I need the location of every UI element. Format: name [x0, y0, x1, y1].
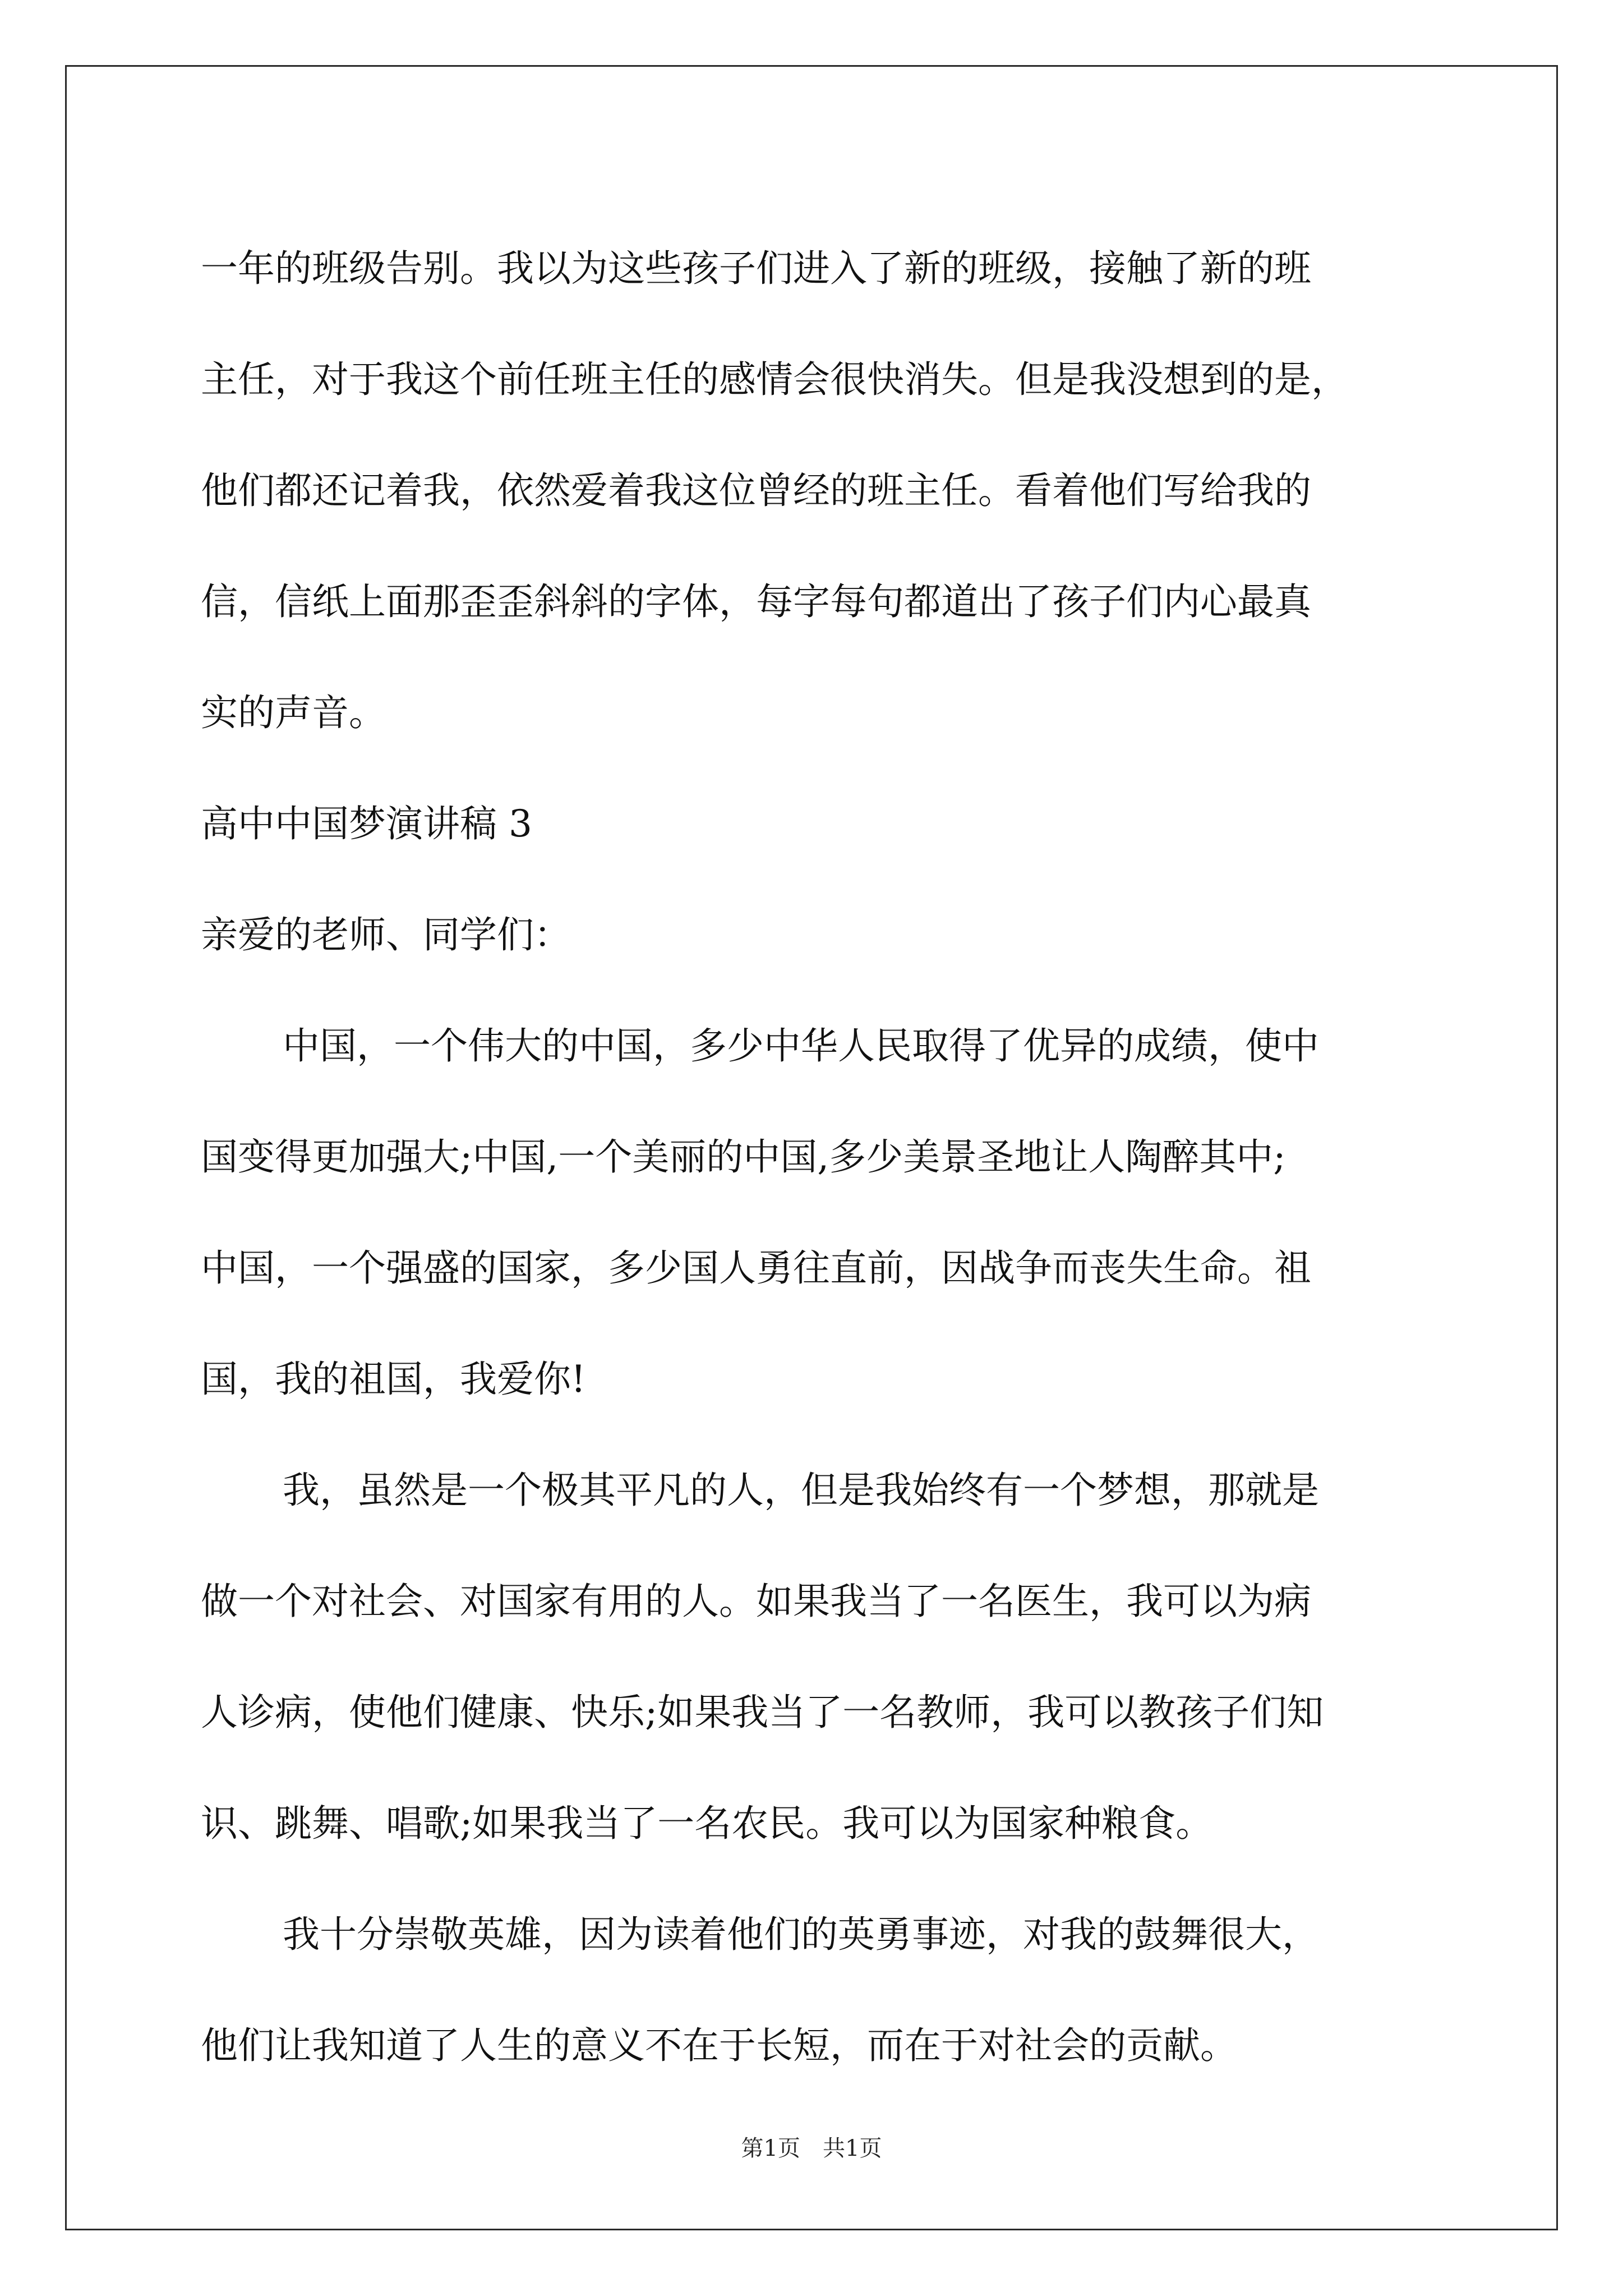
- page-number-total: 共1页: [823, 2136, 882, 2161]
- section-heading: 高中中国梦演讲稿 3: [201, 802, 532, 845]
- text-line: 国变得更加强大;中国,一个美丽的中国,多少美景圣地让人陶醉其中;: [201, 1135, 1286, 1179]
- paragraph-start-line: 我，虽然是一个极其平凡的人，但是我始终有一个梦想，那就是: [283, 1469, 1319, 1512]
- text-line: 主任，对于我这个前任班主任的感情会很快消失。但是我没想到的是，: [201, 358, 1348, 401]
- text-line: 一年的班级告别。我以为这些孩子们进入了新的班级，接触了新的班: [201, 247, 1311, 290]
- text-line: 实的声音。: [201, 691, 386, 734]
- text-line: 中国，一个强盛的国家，多少国人勇往直前，因战争而丧失生命。祖: [201, 1246, 1311, 1290]
- text-line: 识、跳舞、唱歌;如果我当了一名农民。我可以为国家种粮食。: [201, 1802, 1213, 1845]
- page-number-current: 第1页: [741, 2136, 800, 2161]
- text-line: 国，我的祖国，我爱你!: [201, 1358, 586, 1401]
- text-line: 信，信纸上面那歪歪斜斜的字体，每字每句都道出了孩子们内心最真: [201, 580, 1311, 623]
- salutation: 亲爱的老师、同学们：: [201, 913, 571, 956]
- text-line: 人诊病，使他们健康、快乐;如果我当了一名教师，我可以教孩子们知: [201, 1691, 1324, 1734]
- text-line: 他们都还记着我，依然爱着我这位曾经的班主任。看着他们写给我的: [201, 469, 1311, 512]
- page-footer: [0, 2132, 1623, 2165]
- text-line: 他们让我知道了人生的意义不在于长短，而在于对社会的贡献。: [201, 2024, 1237, 2067]
- paragraph-start-line: 中国，一个伟大的中国，多少中华人民取得了优异的成绩，使中: [283, 1024, 1319, 1068]
- text-line: 做一个对社会、对国家有用的人。如果我当了一名医生，我可以为病: [201, 1580, 1311, 1623]
- paragraph-start-line: 我十分崇敬英雄，因为读着他们的英勇事迹，对我的鼓舞很大，: [283, 1913, 1319, 1956]
- document-body: [201, 213, 1435, 2101]
